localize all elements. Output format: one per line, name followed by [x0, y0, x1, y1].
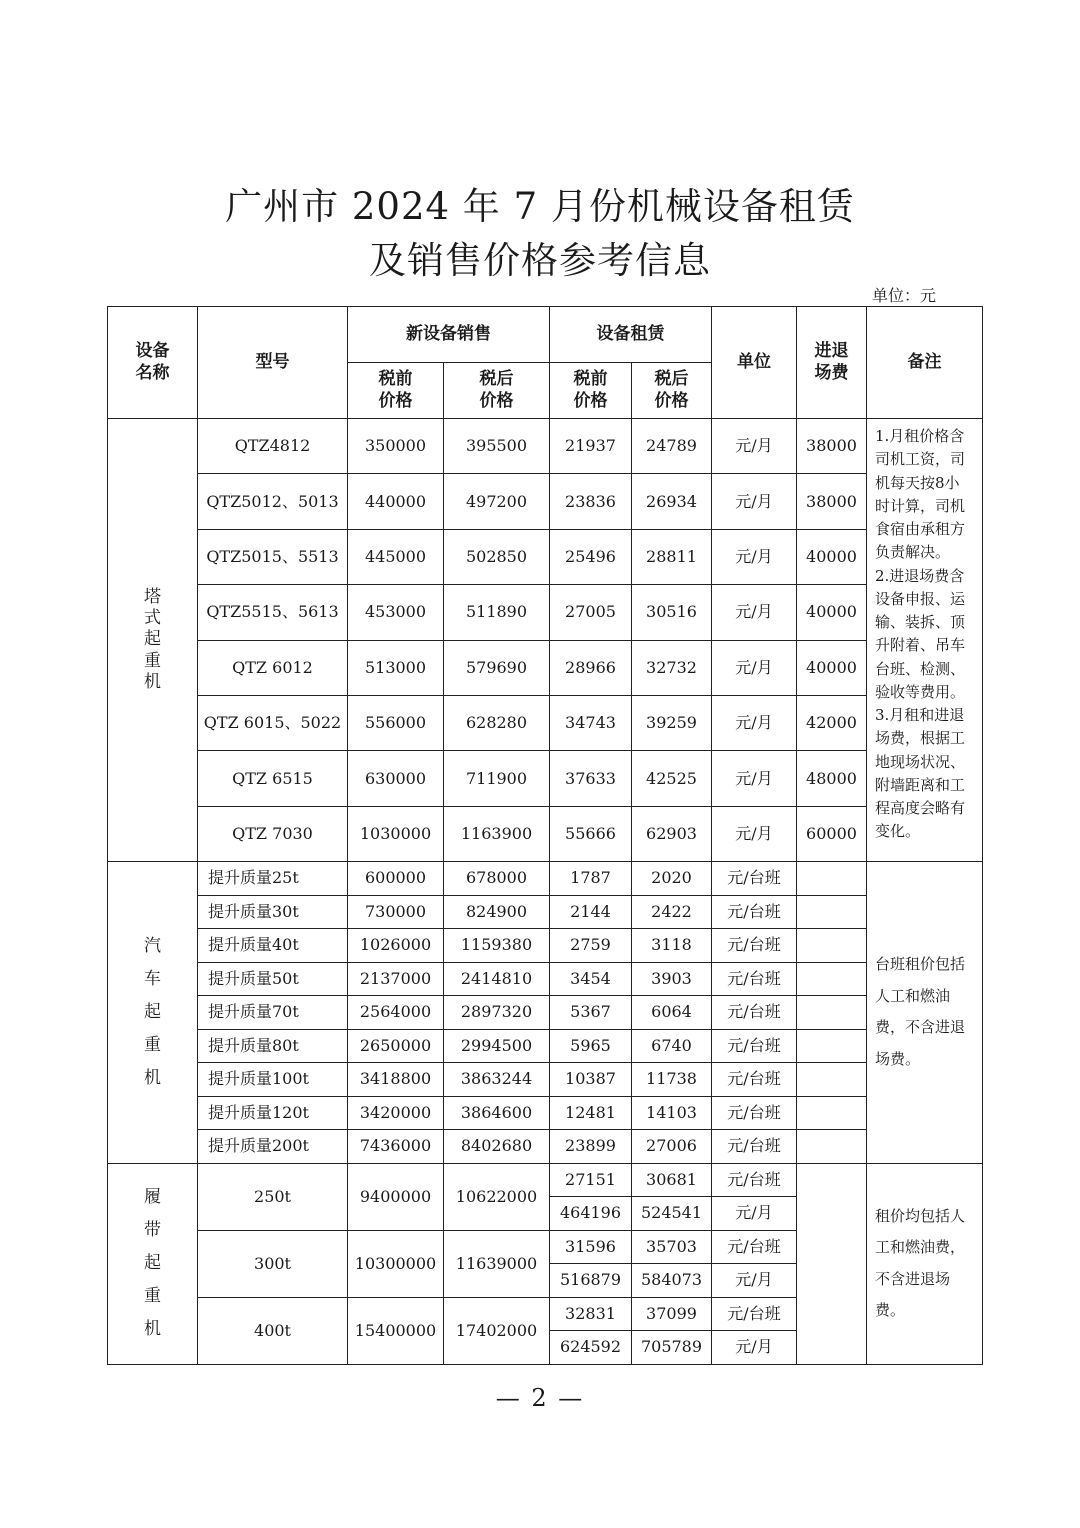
unit-cell: 元/台班: [712, 1297, 797, 1331]
table-row: [108, 862, 983, 896]
sale-post-tax-cell: 8402680: [444, 1130, 550, 1164]
table-row: [108, 1163, 983, 1197]
unit-cell: 元/月: [712, 1331, 797, 1365]
rent-post-tax-cell: 32732: [632, 640, 712, 695]
rent-pre-tax-cell: 27151: [550, 1163, 632, 1197]
model-cell: 300t: [198, 1230, 348, 1297]
rent-pre-tax-cell: 464196: [550, 1197, 632, 1231]
sale-pre-tax-cell: 9400000: [348, 1163, 444, 1230]
unit-cell: 元/月: [712, 1197, 797, 1231]
rent-post-tax-cell: 11738: [632, 1063, 712, 1097]
sale-post-tax-cell: 2414810: [444, 962, 550, 996]
rent-pre-tax-cell: 25496: [550, 529, 632, 584]
rent-pre-tax-cell: 2144: [550, 895, 632, 929]
sale-pre-tax-cell: 7436000: [348, 1130, 444, 1164]
model-cell: QTZ5012、5013: [198, 474, 348, 529]
rent-post-tax-cell: 30516: [632, 585, 712, 640]
model-cell: QTZ 6015、5022: [198, 695, 348, 750]
header-new-sales: 新设备销售: [348, 307, 550, 363]
model-cell: QTZ5515、5613: [198, 585, 348, 640]
rent-pre-tax-cell: 32831: [550, 1297, 632, 1331]
model-cell: QTZ5015、5513: [198, 529, 348, 584]
entry-fee-cell: [797, 1163, 867, 1364]
model-cell: 提升质量120t: [198, 1096, 348, 1130]
rent-post-tax-cell: 35703: [632, 1230, 712, 1264]
rent-post-tax-cell: 3118: [632, 929, 712, 963]
sale-post-tax-cell: 711900: [444, 751, 550, 806]
table-row: [108, 962, 983, 996]
unit-cell: 元/月: [712, 806, 797, 861]
table-row: [108, 751, 983, 806]
rent-post-tax-cell: 42525: [632, 751, 712, 806]
rent-pre-tax-cell: 31596: [550, 1230, 632, 1264]
sale-post-tax-cell: 678000: [444, 862, 550, 896]
model-cell: QTZ 7030: [198, 806, 348, 861]
rent-pre-tax-cell: 3454: [550, 962, 632, 996]
rent-pre-tax-cell: 2759: [550, 929, 632, 963]
sale-post-tax-cell: 10622000: [444, 1163, 550, 1230]
rent-post-tax-cell: 584073: [632, 1264, 712, 1298]
unit-cell: 元/台班: [712, 1096, 797, 1130]
entry-fee-cell: 42000: [797, 695, 867, 750]
header-model: 型号: [198, 307, 348, 419]
sale-pre-tax-cell: 445000: [348, 529, 444, 584]
header-rental: 设备租赁: [550, 307, 712, 363]
sale-pre-tax-cell: 600000: [348, 862, 444, 896]
table-row: [108, 806, 983, 861]
document-title-line-1: 广州市 2024 年 7 月份机械设备租赁: [225, 185, 855, 228]
model-cell: 250t: [198, 1163, 348, 1230]
unit-cell: 元/月: [712, 1264, 797, 1298]
sale-pre-tax-cell: 3418800: [348, 1063, 444, 1097]
sale-post-tax-cell: 628280: [444, 695, 550, 750]
rent-post-tax-cell: 6740: [632, 1029, 712, 1063]
sale-pre-tax-cell: 350000: [348, 419, 444, 474]
sale-pre-tax-cell: 15400000: [348, 1297, 444, 1364]
rent-pre-tax-cell: 27005: [550, 585, 632, 640]
sale-post-tax-cell: 2994500: [444, 1029, 550, 1063]
model-cell: 提升质量40t: [198, 929, 348, 963]
entry-fee-cell: [797, 996, 867, 1030]
header-sale-post-tax: 税后 价格: [444, 363, 550, 419]
entry-fee-cell: [797, 1130, 867, 1164]
header-entry-fee: 进退 场费: [797, 307, 867, 419]
entry-fee-cell: [797, 929, 867, 963]
header-equipment-name: 设备 名称: [108, 307, 198, 419]
entry-fee-cell: [797, 962, 867, 996]
rent-post-tax-cell: 3903: [632, 962, 712, 996]
rent-pre-tax-cell: 516879: [550, 1264, 632, 1298]
sale-pre-tax-cell: 2650000: [348, 1029, 444, 1063]
sale-pre-tax-cell: 556000: [348, 695, 444, 750]
entry-fee-cell: [797, 1096, 867, 1130]
sale-pre-tax-cell: 513000: [348, 640, 444, 695]
header-rent-post-tax: 税后 价格: [632, 363, 712, 419]
header-rent-pre-tax: 税前 价格: [550, 363, 632, 419]
header-unit: 单位: [712, 307, 797, 419]
model-cell: 提升质量100t: [198, 1063, 348, 1097]
table-row: [108, 895, 983, 929]
table-row: [108, 1096, 983, 1130]
sale-post-tax-cell: 824900: [444, 895, 550, 929]
rent-post-tax-cell: 39259: [632, 695, 712, 750]
sale-post-tax-cell: 511890: [444, 585, 550, 640]
rent-pre-tax-cell: 1787: [550, 862, 632, 896]
table-row: [108, 1063, 983, 1097]
rent-pre-tax-cell: 5965: [550, 1029, 632, 1063]
model-cell: 400t: [198, 1297, 348, 1364]
table-row: [108, 419, 983, 474]
document-title-line-2: 及销售价格参考信息: [369, 239, 711, 282]
model-cell: QTZ 6012: [198, 640, 348, 695]
entry-fee-cell: 40000: [797, 640, 867, 695]
rent-post-tax-cell: 37099: [632, 1297, 712, 1331]
table-row: [108, 1029, 983, 1063]
sale-pre-tax-cell: 2137000: [348, 962, 444, 996]
unit-cell: 元/台班: [712, 1163, 797, 1197]
remark-truck-crane: 台班租价包括人工和燃油费，不含进退场费。: [867, 862, 983, 1164]
unit-cell: 元/月: [712, 474, 797, 529]
sale-post-tax-cell: 497200: [444, 474, 550, 529]
table-row: [108, 585, 983, 640]
entry-fee-cell: [797, 862, 867, 896]
unit-cell: 元/台班: [712, 962, 797, 996]
unit-cell: 元/月: [712, 751, 797, 806]
sale-pre-tax-cell: 1026000: [348, 929, 444, 963]
entry-fee-cell: 60000: [797, 806, 867, 861]
table-row: [108, 996, 983, 1030]
rent-pre-tax-cell: 34743: [550, 695, 632, 750]
rent-pre-tax-cell: 23836: [550, 474, 632, 529]
page-number: — 2 —: [495, 1384, 585, 1412]
sale-post-tax-cell: 395500: [444, 419, 550, 474]
rent-post-tax-cell: 2422: [632, 895, 712, 929]
rent-post-tax-cell: 24789: [632, 419, 712, 474]
entry-fee-cell: [797, 895, 867, 929]
unit-cell: 元/台班: [712, 1063, 797, 1097]
unit-cell: 元/台班: [712, 1230, 797, 1264]
sale-pre-tax-cell: 440000: [348, 474, 444, 529]
category-crawler-crane: 履 带 起 重 机: [108, 1163, 198, 1364]
sale-post-tax-cell: 17402000: [444, 1297, 550, 1364]
header-sale-pre-tax: 税前 价格: [348, 363, 444, 419]
sale-post-tax-cell: 1159380: [444, 929, 550, 963]
rent-post-tax-cell: 524541: [632, 1197, 712, 1231]
rent-post-tax-cell: 28811: [632, 529, 712, 584]
sale-post-tax-cell: 11639000: [444, 1230, 550, 1297]
rent-post-tax-cell: 6064: [632, 996, 712, 1030]
table-row: [108, 695, 983, 750]
model-cell: 提升质量30t: [198, 895, 348, 929]
entry-fee-cell: 40000: [797, 529, 867, 584]
rent-post-tax-cell: 30681: [632, 1163, 712, 1197]
unit-note: 单位：元: [872, 286, 937, 305]
sale-pre-tax-cell: 10300000: [348, 1230, 444, 1297]
price-table: [107, 306, 983, 1365]
entry-fee-cell: 48000: [797, 751, 867, 806]
rent-post-tax-cell: 62903: [632, 806, 712, 861]
entry-fee-cell: 38000: [797, 419, 867, 474]
sale-pre-tax-cell: 2564000: [348, 996, 444, 1030]
rent-pre-tax-cell: 12481: [550, 1096, 632, 1130]
model-cell: 提升质量50t: [198, 962, 348, 996]
rent-pre-tax-cell: 28966: [550, 640, 632, 695]
model-cell: QTZ4812: [198, 419, 348, 474]
rent-post-tax-cell: 2020: [632, 862, 712, 896]
sale-pre-tax-cell: 730000: [348, 895, 444, 929]
unit-cell: 元/月: [712, 529, 797, 584]
table-row: [108, 474, 983, 529]
sale-pre-tax-cell: 3420000: [348, 1096, 444, 1130]
sale-pre-tax-cell: 630000: [348, 751, 444, 806]
table-row: [108, 529, 983, 584]
sale-pre-tax-cell: 1030000: [348, 806, 444, 861]
model-cell: 提升质量200t: [198, 1130, 348, 1164]
model-cell: QTZ 6515: [198, 751, 348, 806]
entry-fee-cell: [797, 1063, 867, 1097]
table-row: [108, 1130, 983, 1164]
unit-cell: 元/月: [712, 695, 797, 750]
sale-post-tax-cell: 1163900: [444, 806, 550, 861]
header-remarks: 备注: [867, 307, 983, 419]
unit-cell: 元/台班: [712, 1029, 797, 1063]
rent-post-tax-cell: 14103: [632, 1096, 712, 1130]
rent-pre-tax-cell: 624592: [550, 1331, 632, 1365]
remark-crawler-crane: 租价均包括人工和燃油费，不含进退场费。: [867, 1163, 983, 1364]
unit-cell: 元/台班: [712, 1130, 797, 1164]
sale-post-tax-cell: 2897320: [444, 996, 550, 1030]
rent-pre-tax-cell: 55666: [550, 806, 632, 861]
sale-pre-tax-cell: 453000: [348, 585, 444, 640]
entry-fee-cell: 38000: [797, 474, 867, 529]
sale-post-tax-cell: 3864600: [444, 1096, 550, 1130]
table-row: [108, 640, 983, 695]
entry-fee-cell: 40000: [797, 585, 867, 640]
unit-cell: 元/月: [712, 419, 797, 474]
sale-post-tax-cell: 3863244: [444, 1063, 550, 1097]
entry-fee-cell: [797, 1029, 867, 1063]
category-tower-crane: 塔 式 起 重 机: [108, 419, 198, 862]
unit-cell: 元/台班: [712, 895, 797, 929]
rent-pre-tax-cell: 10387: [550, 1063, 632, 1097]
rent-pre-tax-cell: 5367: [550, 996, 632, 1030]
remark-tower-crane: 1.月租价格含司机工资，司机每天按8小时计算，司机食宿由承租方负责解决。 2.进退场费含设备申报、运输、装拆、顶升附着、吊车台班、检测、验收等费用。 3.月租和进退场费，根据工地现场状况、附墙距离和工程高度会略有变化。: [867, 419, 983, 862]
unit-cell: 元/月: [712, 640, 797, 695]
unit-cell: 元/月: [712, 585, 797, 640]
table-row: [108, 929, 983, 963]
rent-post-tax-cell: 26934: [632, 474, 712, 529]
unit-cell: 元/台班: [712, 996, 797, 1030]
rent-pre-tax-cell: 23899: [550, 1130, 632, 1164]
unit-cell: 元/台班: [712, 862, 797, 896]
rent-post-tax-cell: 27006: [632, 1130, 712, 1164]
category-truck-crane: 汽 车 起 重 机: [108, 862, 198, 1164]
unit-cell: 元/台班: [712, 929, 797, 963]
model-cell: 提升质量70t: [198, 996, 348, 1030]
sale-post-tax-cell: 579690: [444, 640, 550, 695]
sale-post-tax-cell: 502850: [444, 529, 550, 584]
model-cell: 提升质量80t: [198, 1029, 348, 1063]
rent-post-tax-cell: 705789: [632, 1331, 712, 1365]
model-cell: 提升质量25t: [198, 862, 348, 896]
rent-pre-tax-cell: 37633: [550, 751, 632, 806]
rent-pre-tax-cell: 21937: [550, 419, 632, 474]
